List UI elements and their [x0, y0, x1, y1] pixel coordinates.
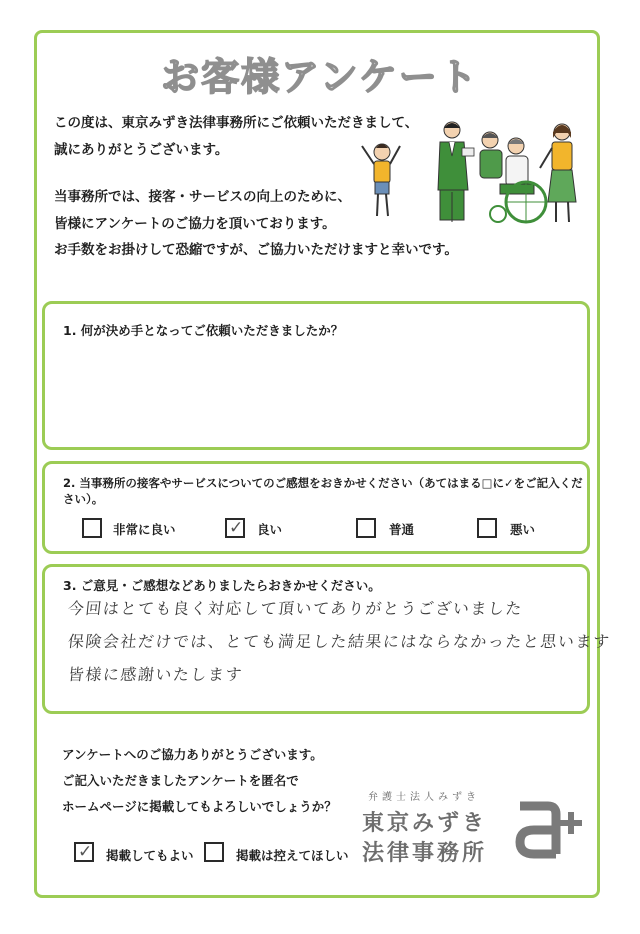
intro-line-4: 皆様にアンケートのご協力を頂いております。 — [54, 216, 336, 232]
option-bad-checkbox[interactable] — [477, 518, 497, 538]
option-good-checkbox[interactable] — [225, 518, 245, 538]
handwritten-answer-line-1: 今回はとても良く対応して頂いてありがとうございました — [66, 599, 524, 618]
option-bad-label: 悪い — [510, 522, 536, 537]
page-title: お客様アンケート — [161, 55, 479, 99]
option-very-good-checkbox[interactable] — [82, 518, 102, 538]
firm-name-line-1: 東京みずき — [362, 811, 488, 836]
publish-ok-label: 掲載してもよい — [106, 848, 194, 863]
handwritten-answer-line-3: 皆様に感謝いたします — [66, 665, 244, 684]
intro-line-5: お手数をお掛けして恐縮ですが、ご協力いただけますと幸いです。 — [54, 242, 458, 258]
question-2-label: 2. 当事務所の接客やサービスについてのご感想をおきかせください（あてはまる□に✓をご記入ください）。 — [63, 476, 583, 506]
footer-line-3: ホームページに掲載してもよろしいでしょうか？ — [62, 799, 337, 814]
publish-ok-checkbox[interactable] — [74, 842, 94, 862]
question-3-label: 3. ご意見・ご感想などありましたらおきかせください。 — [63, 578, 381, 593]
publish-decline-label: 掲載は控えてほしい — [236, 848, 349, 863]
firm-logo-icon — [512, 796, 588, 862]
lawyer-figure — [438, 122, 474, 222]
intro-line-1: この度は、東京みずき法律事務所にご依頼いただきまして、 — [54, 115, 419, 131]
question-1-answer[interactable] — [63, 348, 573, 442]
intro-line-3: 当事務所では、接客・サービスの向上のために、 — [54, 189, 351, 205]
firm-subtitle: 弁護士法人みずき — [368, 792, 480, 803]
intro-line-2: 誠にありがとうございます。 — [54, 142, 229, 158]
option-average-checkbox[interactable] — [356, 518, 376, 538]
check-mark-icon: ✓ — [229, 518, 244, 538]
question-1-box — [42, 301, 590, 450]
option-very-good-label: 非常に良い — [113, 522, 176, 537]
check-mark-icon: ✓ — [78, 842, 93, 862]
footer-line-1: アンケートへのご協力ありがとうございます。 — [62, 747, 323, 762]
wheelchair-figures — [480, 132, 546, 222]
handwritten-answer-line-2: 保険会社だけでは、とても満足した結果にはならなかったと思います — [66, 632, 612, 651]
child-figure — [362, 144, 400, 216]
option-average-label: 普通 — [389, 522, 415, 537]
question-2-box — [42, 461, 590, 554]
people-illustration — [350, 118, 586, 230]
question-1-label: 1. 何が決め手となってご依頼いただきましたか？ — [63, 323, 344, 338]
firm-name-line-2: 法律事務所 — [362, 841, 488, 866]
footer-line-2: ご記入いただきましたアンケートを匿名で — [62, 773, 299, 788]
publish-decline-checkbox[interactable] — [204, 842, 224, 862]
option-good-label: 良い — [257, 522, 283, 537]
